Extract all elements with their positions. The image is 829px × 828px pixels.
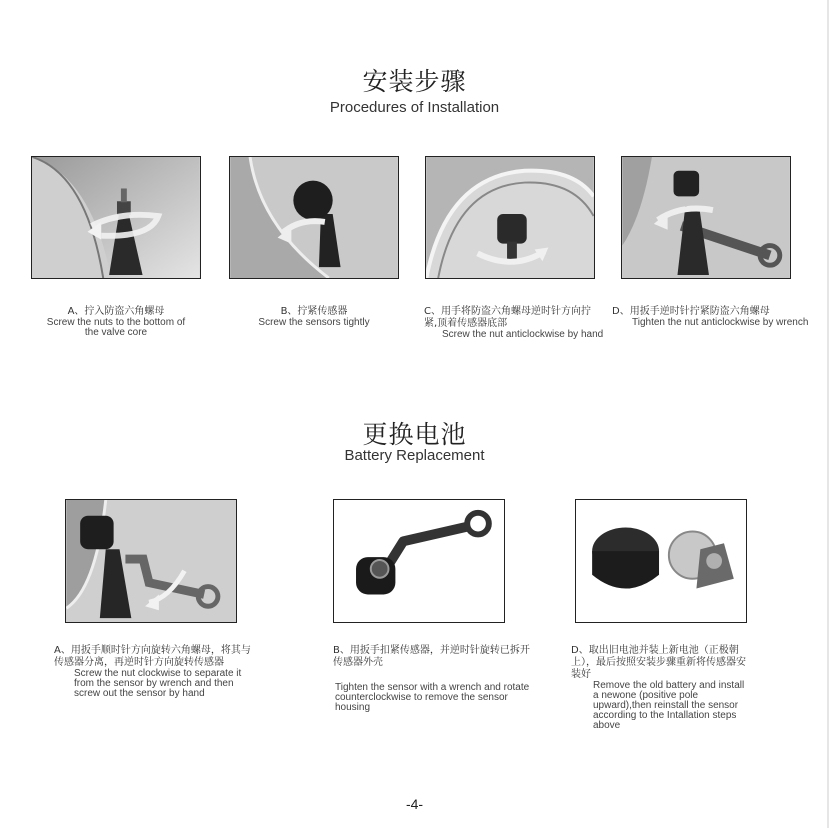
battery-step-d-en: Remove the old battery and install a newone (positive pole upward),then reinstall the sensor according to the Intallation steps above [593,680,745,731]
battery-step-b-photo [333,499,505,623]
battery-title-en: Battery Replacement [344,447,485,464]
install-step-d-photo [621,156,791,279]
install-step-b-caption [229,306,399,328]
install-step-a-en: Screw the nuts to the bottom of the valve core [46,317,186,338]
install-step-b-photo [229,156,399,279]
page-number: -4- [405,796,424,812]
install-step-c-caption [424,306,604,340]
install-step-c-photo [425,156,595,279]
battery-step-a-en: Screw the nut clockwise to separate it from the sensor by wrench and then screw out the sensor by hand [74,668,242,699]
battery-step-b-cn: B、用扳手扣紧传感器，并逆时针旋转已拆开传感器外壳 [333,645,530,668]
battery-title-cn: 更换电池 [362,420,467,449]
install-step-d-en: Tighten the nut anticlockwise by wrench [632,317,809,328]
installation-title-cn: 安装步骤 [362,67,467,96]
install-step-c-cn: C、用手将防盗六角螺母逆时针方向拧紧,顶着传感器底部 [424,306,591,329]
installation-title-en: Procedures of Installation [329,99,500,116]
battery-step-d-photo [575,499,747,623]
battery-step-a-caption [54,645,259,699]
install-step-c-en: Screw the nut anticlockwise by hand [442,329,604,340]
install-step-a-cn: A、拧入防盗六角螺母 [67,306,165,317]
install-step-b-cn: B、拧紧传感器 [280,306,348,317]
install-step-d-caption [612,306,812,328]
install-step-b-en: Screw the sensors tightly [258,317,370,328]
battery-step-a-photo [65,499,237,623]
install-step-a-caption [31,306,201,338]
battery-step-a-cn: A、用扳手顺时针方向旋转六角螺母，将其与传感器分离，再逆时针方向旋转传感器 [54,645,251,668]
battery-step-d-caption [571,645,751,731]
install-step-d-cn: D、用扳手逆时针拧紧防盗六角螺母 [612,306,770,317]
battery-step-b-en: Tighten the sensor with a wrench and rotate counterclockwise to remove the sensor housing [335,682,530,713]
install-step-a-photo [31,156,201,279]
battery-step-b-caption [333,645,533,713]
battery-step-d-cn: D、取出旧电池并装上新电池（正极朝上），最后按照安装步骤重新将传感器安装好 [571,645,746,680]
